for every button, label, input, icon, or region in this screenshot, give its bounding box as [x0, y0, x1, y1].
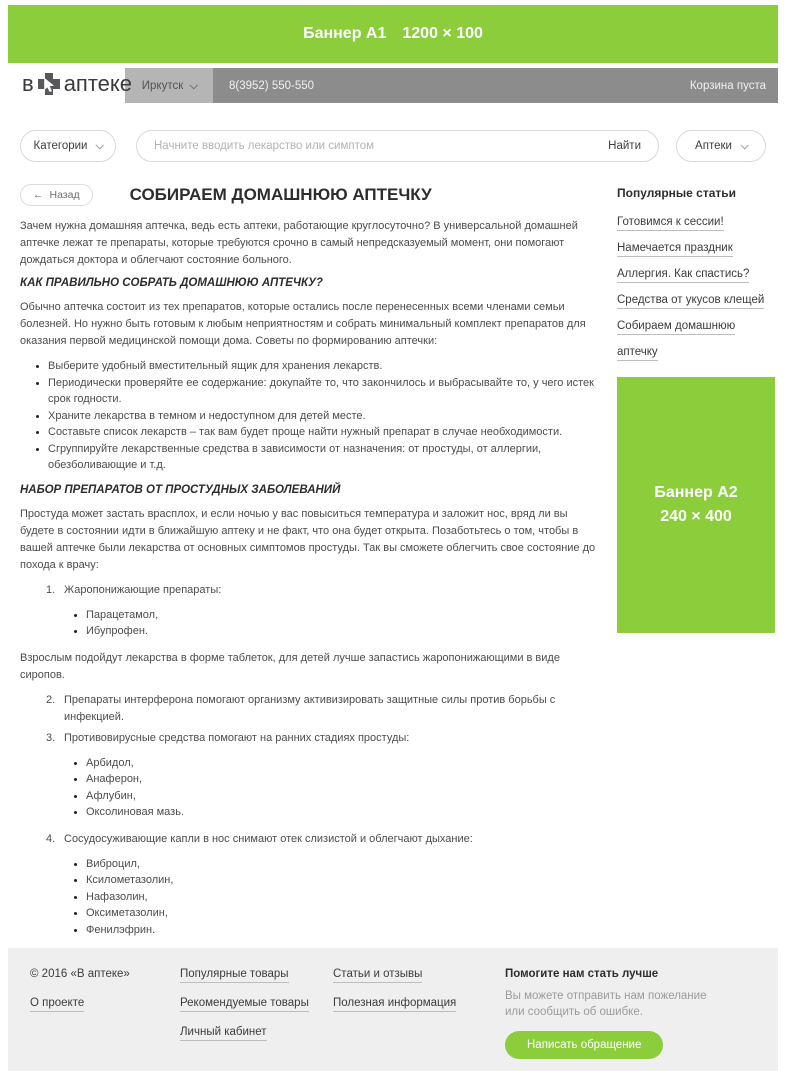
tip-item: • Составьте список лекарств – так вам будет проще найти нужный препарат в случае необходимости. — [48, 424, 598, 441]
search-field — [136, 130, 659, 162]
drug-item: • Ксилометазолин, — [86, 872, 598, 889]
pharmacies-button[interactable] — [676, 130, 766, 162]
footer-link-account[interactable]: Личный кабинет — [180, 1026, 333, 1038]
chevron-down-icon — [190, 81, 198, 89]
footer-col-4 — [505, 968, 758, 1071]
chevron-down-icon — [740, 141, 748, 149]
article-intro: Зачем нужна домашняя аптечка, ведь есть аптеки, работающие круглосуточно? В универсальной домашней аптечке лежат те препараты, которые требуются срочно в самый непредсказуемый момент, они помогают дождаться доктора и облегчают состояние больного. — [20, 220, 578, 266]
categories-label: Категории — [33, 140, 88, 152]
sidebar-link[interactable]: Готовимся к сессии! — [617, 209, 775, 235]
left-arrow-icon: ← — [33, 189, 44, 201]
city-label: Иркутск — [141, 79, 184, 92]
tip-item: • Периодически проверяйте ее содержание: докупайте то, что закончилось и выбрасывайте то, у чего истек срок годности. — [48, 375, 598, 408]
banner-a1-label: Баннер А1 — [303, 25, 387, 42]
footer — [8, 948, 778, 1071]
drug-item: • Нафазолин, — [86, 889, 598, 906]
article-note: Взрослым подойдут лекарства в форме таблеток, для детей лучше запастись жаропонижающими в виде сиропов. — [20, 651, 560, 681]
footer-col-3 — [333, 968, 505, 1071]
footer-link-recommended-products[interactable]: Рекомендуемые товары — [180, 997, 333, 1009]
footer-help-text: Вы можете отправить нам пожелание или сообщить об ошибке. — [505, 990, 707, 1018]
article — [20, 184, 598, 948]
drug-list — [20, 755, 598, 821]
article-paragraph: Обычно аптечка состоит из тех препаратов, которые остались после перенесенных всеми членами семьи болезней. Но нужно быть готовым к любым неприятностям и собрать минимальный комплект препаратов для оказания первой медицинской помощи дома. Советы по формированию аптечки: — [20, 301, 586, 347]
tips-list — [20, 358, 598, 474]
cart-status[interactable]: Корзина пуста — [689, 79, 766, 92]
footer-link-useful-info[interactable]: Полезная информация — [333, 997, 505, 1009]
logo[interactable] — [22, 71, 132, 97]
banner-a1-size: 1200 × 100 — [402, 25, 483, 42]
drug-item: • Фенилэфрин. — [86, 922, 598, 939]
drug-item: • Оксолиновая мазь. — [86, 804, 598, 821]
section-heading: НАБОР ПРЕПАРАТОВ ОТ ПРОСТУДНЫХ ЗАБОЛЕВАНИЙ — [20, 483, 341, 496]
top-bar — [125, 68, 778, 103]
main-content — [8, 184, 778, 948]
search-submit-button[interactable]: Найти — [608, 140, 641, 152]
pharmacies-label: Аптеки — [695, 140, 732, 152]
search-row — [8, 130, 778, 162]
sidebar-link[interactable]: Намечается праздник — [617, 235, 775, 261]
drug-list — [20, 607, 598, 640]
sidebar-link[interactable]: Средства от укусов клещей — [617, 287, 775, 313]
logo-prefix: в — [22, 71, 34, 96]
footer-col-1 — [30, 968, 180, 1071]
footer-help-title: Помогите нам стать лучше — [505, 968, 659, 980]
drug-item: • Оксиметазолин, — [86, 905, 598, 922]
footer-copyright: © 2016 «В аптеке» — [30, 968, 130, 980]
numbered-item: 3. Противовирусные средства помогают на ранних стадиях простуды: — [46, 731, 410, 744]
footer-col-2 — [180, 968, 333, 1071]
categories-button[interactable] — [20, 130, 116, 162]
sidebar-link[interactable]: Собираем домашнюю аптечку — [617, 313, 775, 365]
banner-a1 — [8, 5, 778, 63]
search-input[interactable] — [154, 140, 596, 152]
page-title: СОБИРАЕМ ДОМАШНЮЮ АПТЕЧКУ — [129, 185, 432, 204]
pharmacy-cross-icon — [37, 72, 61, 96]
tip-item: • Храните лекарства в темном и недоступном для детей месте. — [48, 408, 598, 425]
article-header — [20, 184, 598, 206]
back-button[interactable] — [20, 184, 93, 206]
banner-a2-size: 240 × 400 — [660, 508, 732, 525]
tip-item: • Выберите удобный вместительный ящик для хранения лекарств. — [48, 358, 598, 375]
numbered-item: 1. Жаропонижающие препараты: — [46, 583, 222, 596]
drug-item: • Анаферон, — [86, 771, 598, 788]
back-label: Назад — [49, 189, 80, 201]
city-selector[interactable] — [125, 68, 213, 103]
chevron-down-icon — [96, 141, 104, 149]
drug-item: • Парацетамол, — [86, 607, 598, 624]
drug-list — [20, 856, 598, 939]
numbered-item: 2. Препараты интерферона помогают организму активизировать защитные силы против борьбы с инфекцией. — [46, 693, 556, 723]
section-heading: КАК ПРАВИЛЬНО СОБРАТЬ ДОМАШНЮЮ АПТЕЧКУ? — [20, 277, 323, 289]
article-paragraph: Простуда может застать врасплох, и если ночью у вас повыситься температура и заложит нос, вряд ли вы будете в состоянии идти в ближайшую аптеку и не факт, что она будет открыта. Позаботьтесь о том, чтобы в вашей аптечке были лекарства от основных симптомов простуды. Так вы сможете облегчить свое состояние до похода к врачу: — [20, 507, 596, 571]
write-feedback-button[interactable]: Написать обращение — [505, 1031, 663, 1059]
banner-a2-label: Баннер А2 — [654, 484, 738, 501]
drug-item: • Виброцил, — [86, 856, 598, 873]
footer-link-about[interactable]: О проекте — [30, 997, 180, 1009]
sidebar-title: Популярные статьи — [617, 186, 737, 200]
drug-item: • Афлубин, — [86, 788, 598, 805]
drug-item: • Арбидол, — [86, 755, 598, 772]
sidebar-link[interactable]: Аллергия. Как спастись? — [617, 261, 775, 287]
header — [8, 63, 778, 108]
numbered-item: 4. Сосудосуживающие капли в нос снимают отек слизистой и облегчают дыхание: — [46, 832, 473, 845]
sidebar — [617, 184, 775, 948]
footer-link-popular-products[interactable]: Популярные товары — [180, 968, 333, 980]
footer-link-articles[interactable]: Статьи и отзывы — [333, 968, 505, 980]
tip-item: • Сгруппируйте лекарственные средства в зависимости от назначения: от простуды, от аллергии, обезболивающие и т.д. — [48, 441, 598, 474]
logo-suffix: аптеке — [63, 71, 133, 96]
banner-a2 — [617, 377, 775, 633]
drug-item: • Ибупрофен. — [86, 623, 598, 640]
phone-number: 8(3952) 550-550 — [229, 79, 315, 92]
